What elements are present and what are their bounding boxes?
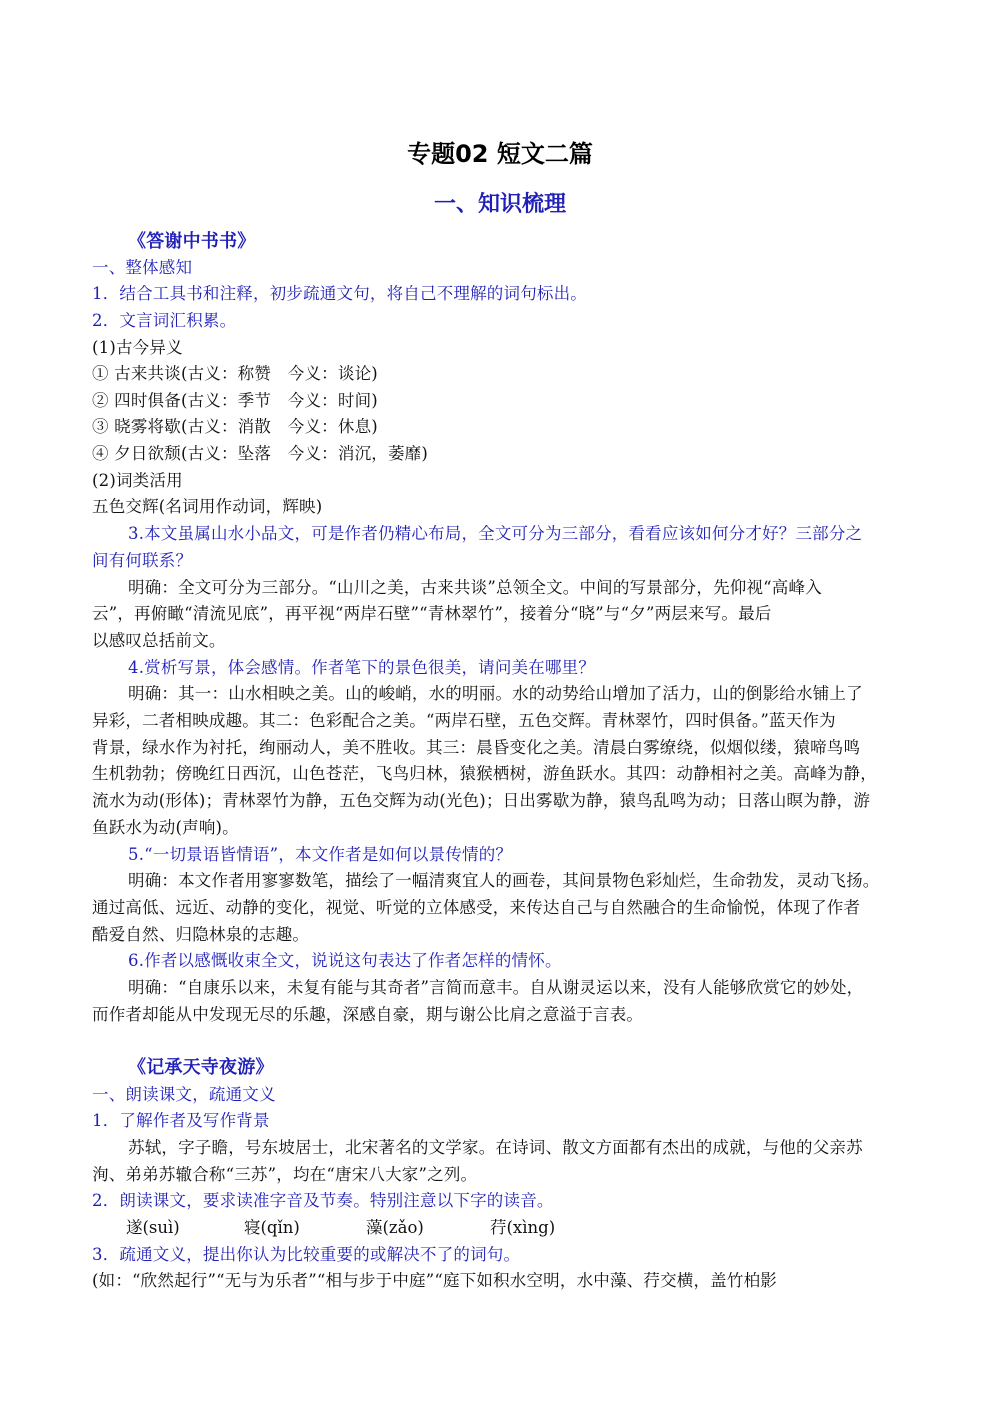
answer-4-cont: 生机勃勃；傍晚红日西沉，山色苍茫，飞鸟归林，猿猴栖树，游鱼跃水。其四：动静相衬之美。高峰为静， — [92, 764, 877, 783]
answer-4-cont: 鱼跃水为动(声响)。 — [92, 818, 239, 837]
list-item: 五色交辉(名词用作动词，辉映) — [92, 497, 323, 516]
question-3-cont: 间有何联系？ — [92, 551, 193, 570]
heading-overall: 一、整体感知 — [92, 258, 193, 277]
section-heading: 一、知识梳理 — [433, 192, 566, 217]
answer-4-cont: 异彩，二者相映成趣。其二：色彩配合之美。“两岸石壁，五色交辉。青林翠竹，四时俱备。”蓝天作为 — [92, 711, 836, 730]
list-item: ④ 夕日欲颓(古义：坠落 今义：消沉，萎靡) — [92, 444, 429, 463]
page-title: 专题02 短文二篇 — [407, 140, 593, 168]
answer-5: 明确：本文作者用寥寥数笔，描绘了一幅清爽宜人的画卷，其间景物色彩灿烂，生命勃发，灵动飞扬。 — [128, 871, 880, 890]
answer-3: 明确：全文可分为三部分。“山川之美，古来共谈”总领全文。中间的写景部分，先仰视“高峰入 — [128, 578, 822, 597]
answer-3-cont: 以感叹总括前文。 — [92, 631, 226, 650]
book-title-dxzss: 《答谢中书书》 — [128, 231, 256, 252]
question-3: 3.本文虽属山水小品文，可是作者仍精心布局，全文可分为三部分，看看应该如何分才好？三部分之 — [128, 524, 863, 543]
sub-heading-cilei: (2)词类活用 — [92, 471, 183, 490]
heading-read: 一、朗读课文，疏通文义 — [92, 1085, 276, 1104]
answer-5-cont: 通过高低、远近、动静的变化，视觉、听觉的立体感受，来传达自己与自然融合的生命愉悦，体现了作者 — [92, 898, 861, 917]
list-item: ② 四时俱备(古义：季节 今义：时间) — [92, 391, 378, 410]
answer-6-cont: 而作者却能从中发现无尽的乐趣，深感自豪，期与谢公比肩之意溢于言表。 — [92, 1005, 644, 1024]
answer-4-cont: 背景，绿水作为衬托，绚丽动人，美不胜收。其三：晨昏变化之美。清晨白雾缭绕，似烟似缕，猿啼鸟鸣 — [92, 738, 861, 757]
answer-4-cont: 流水为动(形体)；青林翠竹为静，五色交辉为动(光色)；日出雾歇为静，猿鸟乱鸣为动；日落山暝为静，游 — [92, 791, 871, 810]
sub-heading-gujin: (1)古今异义 — [92, 338, 183, 357]
answer-6: 明确：“自康乐以来，未复有能与其奇者”言简而意丰。自从谢灵运以来，没有人能够欣赏它的妙处， — [128, 978, 864, 997]
question-1: 1．结合工具书和注释，初步疏通文句，将自己不理解的词句标出。 — [92, 284, 587, 303]
book-title-jctsyy: 《记承天寺夜游》 — [128, 1057, 274, 1078]
answer-4: 明确：其一：山水相映之美。山的峻峭，水的明丽。水的动势给山增加了活力，山的倒影给水铺上了 — [128, 684, 863, 703]
paragraph-example: (如：“欣然起行”“无与为乐者”“相与步于中庭”“庭下如积水空明，水中藻、荇交横，盖竹柏影 — [92, 1271, 777, 1290]
question-2: 2．朗读课文，要求读准字音及节奏。特别注意以下字的读音。 — [92, 1191, 554, 1210]
answer-5-cont: 酷爱自然、归隐林泉的志趣。 — [92, 925, 310, 944]
question-2: 2．文言词汇积累。 — [92, 311, 237, 330]
question-5: 5.“一切景语皆情语”，本文作者是如何以景传情的？ — [128, 845, 513, 864]
paragraph-author-cont: 洵、弟弟苏辙合称“三苏”，均在“唐宋八大家”之列。 — [92, 1165, 478, 1184]
pinyin-item: 寝(qǐn) — [244, 1218, 300, 1237]
question-6: 6.作者以感慨收束全文，说说这句表达了作者怎样的情怀。 — [128, 951, 562, 970]
list-item: ① 古来共谈(古义：称赞 今义：谈论) — [92, 364, 378, 383]
question-1: 1．了解作者及写作背景 — [92, 1111, 270, 1130]
question-4: 4.赏析写景，体会感情。作者笔下的景色很美，请问美在哪里？ — [128, 658, 596, 677]
question-3: 3．疏通文义，提出你认为比较重要的或解决不了的词句。 — [92, 1245, 521, 1264]
pinyin-item: 藻(zǎo) — [366, 1218, 424, 1237]
answer-3-cont: 云”，再俯瞰“清流见底”，再平视“两岸石壁”“青林翠竹”，接着分“晓”与“夕”两层来写。最后 — [92, 604, 772, 623]
pinyin-item: 荇(xìng) — [490, 1218, 556, 1237]
list-item: ③ 晓雾将歇(古义：消散 今义：休息) — [92, 417, 378, 436]
paragraph-author: 苏轼，字子瞻，号东坡居士，北宋著名的文学家。在诗词、散文方面都有杰出的成就，与他的父亲苏 — [128, 1138, 863, 1157]
pinyin-item: 遂(suì) — [126, 1218, 180, 1237]
